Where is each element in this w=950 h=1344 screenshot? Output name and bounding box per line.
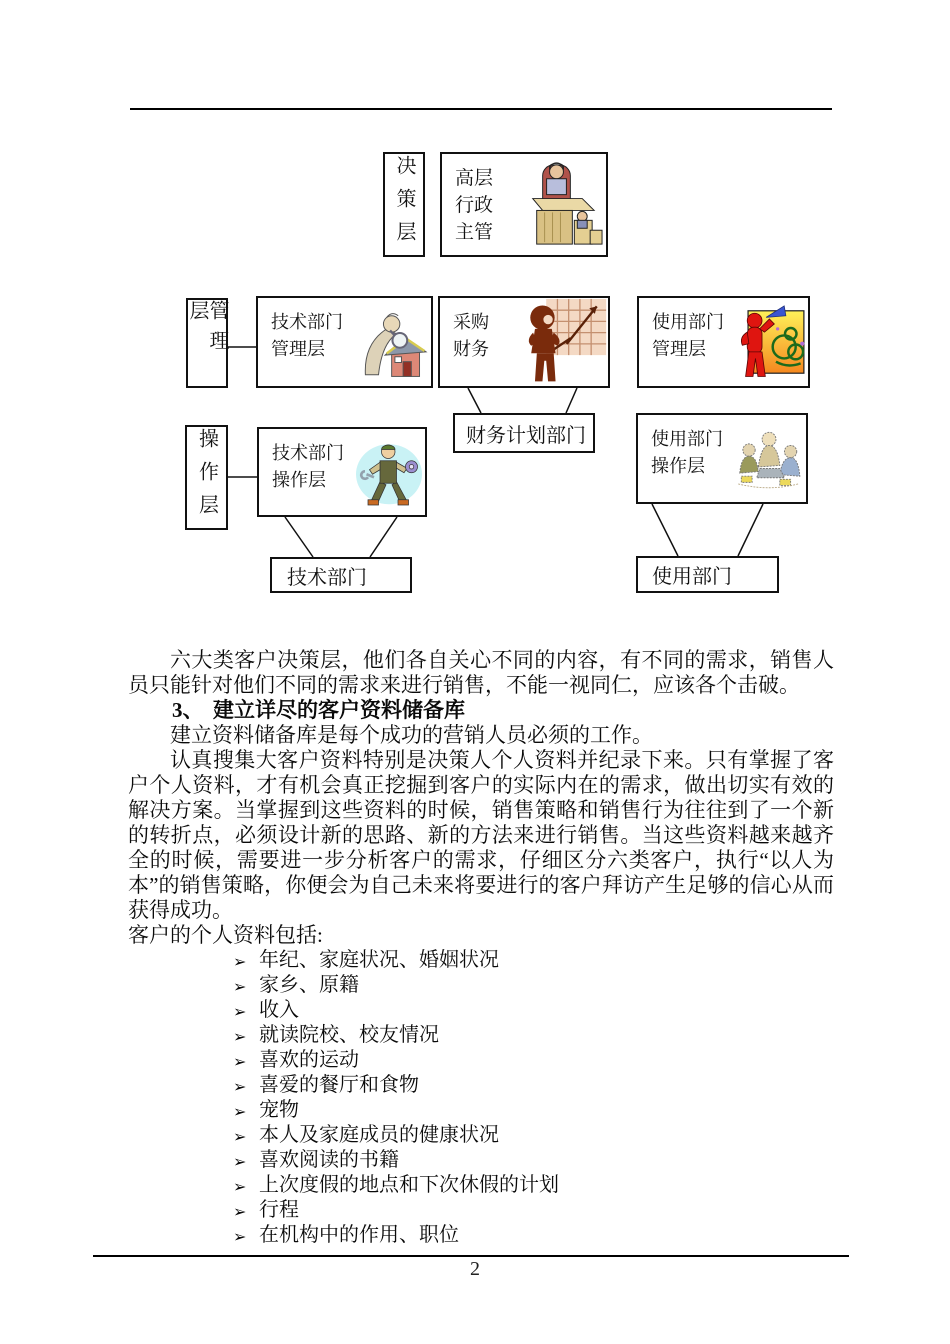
tech-operate-box bbox=[257, 427, 427, 517]
list-item-text: 喜爱的餐厅和食物 bbox=[259, 1074, 419, 1096]
tech-operate-line2: 操作层 bbox=[272, 470, 326, 490]
connector-purchase-left bbox=[468, 388, 481, 413]
arrow-bullet-icon: ➢ bbox=[233, 1027, 247, 1046]
footer-rule bbox=[93, 1255, 849, 1257]
list-intro: 客户的个人资料包括: bbox=[128, 923, 323, 947]
executive-box bbox=[440, 152, 608, 257]
arrow-bullet-icon: ➢ bbox=[233, 1152, 247, 1171]
list-item bbox=[128, 1123, 834, 1148]
level-label-decision: 决策层 bbox=[393, 155, 415, 254]
finance-plan-label: 财务计划部门 bbox=[466, 424, 586, 447]
use-dept-label: 使用部门 bbox=[652, 566, 732, 588]
arrow-bullet-icon: ➢ bbox=[233, 1177, 247, 1196]
arrow-bullet-icon: ➢ bbox=[233, 1202, 247, 1221]
personal-info-list bbox=[128, 948, 834, 1248]
arrow-bullet-icon: ➢ bbox=[233, 952, 247, 971]
house-inspector-clipart bbox=[349, 298, 431, 386]
level-box-management bbox=[186, 298, 228, 388]
announcer-clipart bbox=[730, 298, 808, 386]
section-heading bbox=[128, 698, 834, 723]
list-item-text: 在机构中的作用、职位 bbox=[259, 1224, 459, 1246]
arrow-bullet-icon: ➢ bbox=[233, 1052, 247, 1071]
tech-manage-box bbox=[256, 296, 433, 388]
section-title: 建立详尽的客户资料储备库 bbox=[213, 698, 465, 722]
list-item-text: 宠物 bbox=[259, 1099, 299, 1121]
list-item-text: 就读院校、校友情况 bbox=[259, 1024, 439, 1046]
use-manage-line2: 管理层 bbox=[652, 339, 706, 359]
paragraph-2: 建立资料储备库是每个成功的营销人员必须的工作。 bbox=[170, 723, 653, 747]
connector-purchase-right bbox=[566, 388, 577, 413]
list-item bbox=[128, 1148, 834, 1173]
list-item bbox=[128, 1223, 834, 1248]
tech-dept-label: 技术部门 bbox=[287, 566, 367, 589]
connector-usedept-left bbox=[652, 504, 678, 556]
list-item-text: 年纪、家庭状况、婚姻状况 bbox=[259, 949, 499, 971]
tech-dept-box bbox=[270, 557, 412, 593]
list-item-text: 上次度假的地点和下次休假的计划 bbox=[259, 1174, 559, 1196]
executive-line1: 高层 bbox=[455, 168, 494, 189]
purchase-line1: 采购 bbox=[453, 312, 489, 332]
list-item bbox=[128, 1098, 834, 1123]
list-item bbox=[128, 1173, 834, 1198]
tech-manage-line1: 技术部门 bbox=[271, 312, 343, 332]
level-label-operation: 操作层 bbox=[195, 428, 218, 527]
use-operate-line1: 使用部门 bbox=[651, 429, 723, 449]
list-item-text: 本人及家庭成员的健康状况 bbox=[259, 1124, 499, 1146]
executive-desk-clipart bbox=[507, 154, 606, 255]
list-item bbox=[128, 1023, 834, 1048]
level-box-decision bbox=[383, 152, 425, 257]
list-item bbox=[128, 998, 834, 1023]
level-box-operation bbox=[185, 425, 228, 530]
section-number: 3、 bbox=[172, 698, 204, 722]
chart-boy-clipart bbox=[505, 298, 608, 386]
tech-manage-line2: 管理层 bbox=[271, 339, 325, 359]
mechanic-clipart bbox=[350, 429, 425, 515]
purchase-finance-box bbox=[438, 296, 610, 388]
connector-techdept-right bbox=[370, 517, 397, 557]
arrow-bullet-icon: ➢ bbox=[233, 1127, 247, 1146]
tech-operate-line1: 技术部门 bbox=[272, 443, 344, 463]
paragraph-3: 认真搜集大客户资料特别是决策人个人资料并纪录下来。只有掌握了客户个人资料，才有机会真正挖掘到客户的实际内在的需求，做出切实有效的解决方案。当掌握到这些资料的时候，销售策略和销售行为往往到了一个新的转折点，必须设计新的思路、新的方法来进行销售。当这些资料越来越齐全的时候，需要进一步分析客户的需求，仔细区分六类客户，执行“以人为本”的销售策略，你便会为自己未来将要进行的客户拜访产生足够的信心从而获得成功。 bbox=[128, 748, 834, 922]
list-item bbox=[128, 1073, 834, 1098]
arrow-bullet-icon: ➢ bbox=[233, 977, 247, 996]
list-item-text: 家乡、原籍 bbox=[259, 974, 359, 996]
page-number: 2 bbox=[470, 1258, 480, 1280]
list-item-text: 喜欢的运动 bbox=[259, 1049, 359, 1071]
executive-line3: 主管 bbox=[455, 222, 494, 243]
arrow-bullet-icon: ➢ bbox=[233, 1002, 247, 1021]
use-operate-box bbox=[636, 413, 808, 504]
use-operate-line2: 操作层 bbox=[651, 456, 705, 476]
level-label-management: 管理层 bbox=[186, 300, 228, 360]
body-text bbox=[128, 648, 834, 1248]
team-meeting-clipart bbox=[729, 415, 806, 502]
finance-plan-box bbox=[453, 413, 595, 453]
executive-line2: 行政 bbox=[455, 195, 494, 216]
connector-techdept-left bbox=[285, 517, 313, 557]
list-item bbox=[128, 1198, 834, 1223]
arrow-bullet-icon: ➢ bbox=[233, 1227, 247, 1246]
use-manage-line1: 使用部门 bbox=[652, 312, 724, 332]
arrow-bullet-icon: ➢ bbox=[233, 1077, 247, 1096]
list-item-text: 行程 bbox=[259, 1199, 299, 1221]
connector-usedept-right bbox=[738, 504, 763, 556]
list-item bbox=[128, 948, 834, 973]
list-item bbox=[128, 973, 834, 998]
header-rule bbox=[130, 108, 832, 110]
list-item bbox=[128, 1048, 834, 1073]
list-item-text: 收入 bbox=[259, 999, 299, 1021]
arrow-bullet-icon: ➢ bbox=[233, 1102, 247, 1121]
list-item-text: 喜欢阅读的书籍 bbox=[259, 1149, 399, 1171]
use-dept-box bbox=[636, 556, 779, 593]
use-manage-box bbox=[637, 296, 810, 388]
purchase-line2: 财务 bbox=[453, 339, 489, 359]
paragraph-1: 六大类客户决策层，他们各自关心不同的内容，有不同的需求，销售人员只能针对他们不同的需求来进行销售，不能一视同仁，应该各个击破。 bbox=[128, 648, 834, 697]
